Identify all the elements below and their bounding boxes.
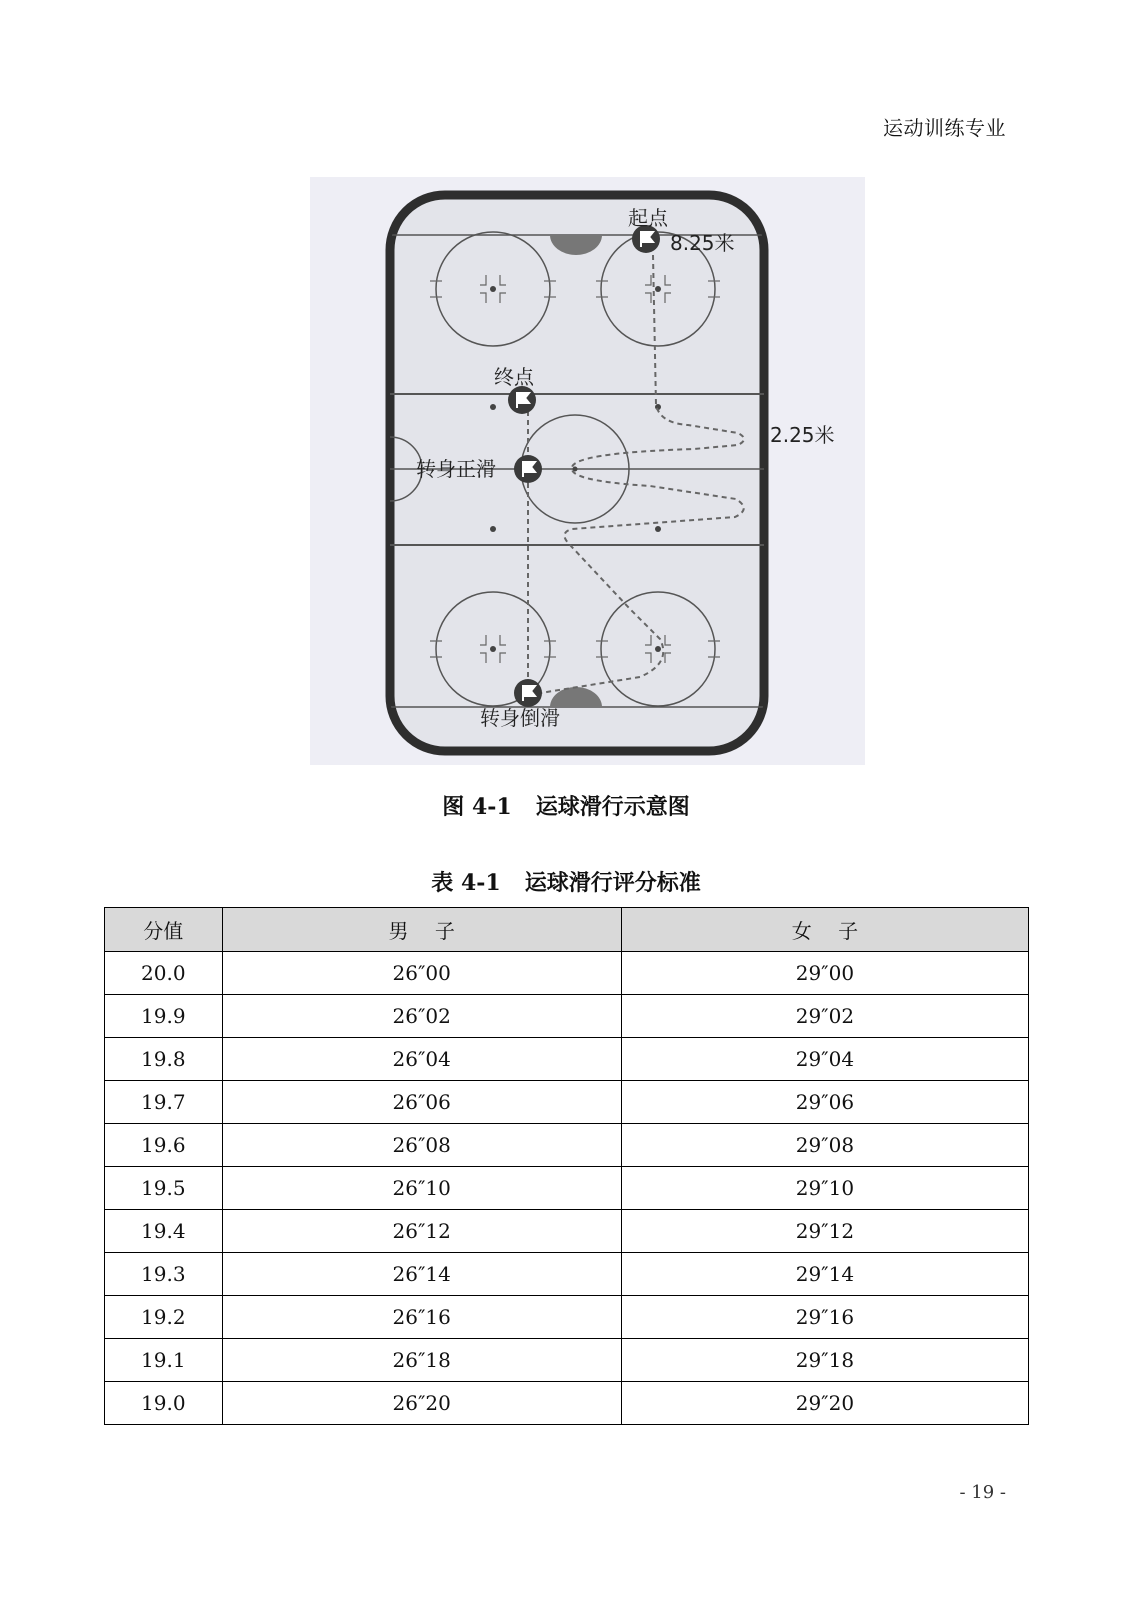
label-start: 起点 [628,206,668,230]
cell-female: 29″10 [621,1167,1028,1210]
flag-turn-forward-icon [514,455,542,483]
cell-female: 29″18 [621,1339,1028,1382]
table-caption-number: 表 4-1 [431,870,501,896]
cell-female: 29″04 [621,1038,1028,1081]
cell-score: 19.7 [105,1081,223,1124]
cell-score: 19.2 [105,1296,223,1339]
cell-score: 19.1 [105,1339,223,1382]
cell-male: 26″00 [222,952,621,995]
table-row [105,1296,1029,1339]
table-row [105,1081,1029,1124]
cell-male: 26″12 [222,1210,621,1253]
table-row [105,1038,1029,1081]
cell-male: 26″06 [222,1081,621,1124]
flag-end-icon [508,386,536,414]
cell-score: 20.0 [105,952,223,995]
cell-male: 26″16 [222,1296,621,1339]
cell-female: 29″08 [621,1124,1028,1167]
cell-female: 29″06 [621,1081,1028,1124]
cell-score: 19.8 [105,1038,223,1081]
page-number: - 19 - [959,1482,1006,1503]
cell-female: 29″00 [621,952,1028,995]
table-row [105,995,1029,1038]
cell-female: 29″12 [621,1210,1028,1253]
cell-male: 26″14 [222,1253,621,1296]
cell-male: 26″20 [222,1382,621,1425]
header-score: 分值 [105,908,223,952]
cell-score: 19.3 [105,1253,223,1296]
figure-caption [0,790,1132,821]
rink-diagram [310,177,865,765]
cell-female: 29″20 [621,1382,1028,1425]
table-row [105,1167,1029,1210]
label-turn-forward: 转身正滑 [416,457,496,481]
table-row [105,1382,1029,1425]
cell-score: 19.4 [105,1210,223,1253]
cell-male: 26″04 [222,1038,621,1081]
figure-caption-number: 图 4-1 [442,794,512,820]
table-row [105,1339,1029,1382]
cell-female: 29″14 [621,1253,1028,1296]
running-header: 运动训练专业 [883,116,1006,140]
cell-female: 29″02 [621,995,1028,1038]
label-distance-side: 2.25米 [770,423,835,447]
cell-female: 29″16 [621,1296,1028,1339]
cell-male: 26″18 [222,1339,621,1382]
figure-caption-text: 运球滑行示意图 [535,794,690,820]
label-distance-top: 8.25米 [670,231,735,255]
table-row [105,1253,1029,1296]
label-end: 终点 [494,365,534,389]
header-female: 女 子 [621,908,1028,952]
cell-male: 26″08 [222,1124,621,1167]
flag-turn-backward-icon [514,679,542,707]
cell-score: 19.9 [105,995,223,1038]
score-table [104,907,1029,1425]
cell-score: 19.0 [105,1382,223,1425]
cell-male: 26″02 [222,995,621,1038]
table-caption-text: 运球滑行评分标准 [524,870,701,896]
header-male: 男 子 [222,908,621,952]
table-row [105,952,1029,995]
cell-male: 26″10 [222,1167,621,1210]
table-caption [0,866,1132,897]
table-header-row [105,908,1029,952]
table-row [105,1124,1029,1167]
cell-score: 19.5 [105,1167,223,1210]
table-row [105,1210,1029,1253]
label-turn-backward: 转身倒滑 [480,706,560,730]
cell-score: 19.6 [105,1124,223,1167]
